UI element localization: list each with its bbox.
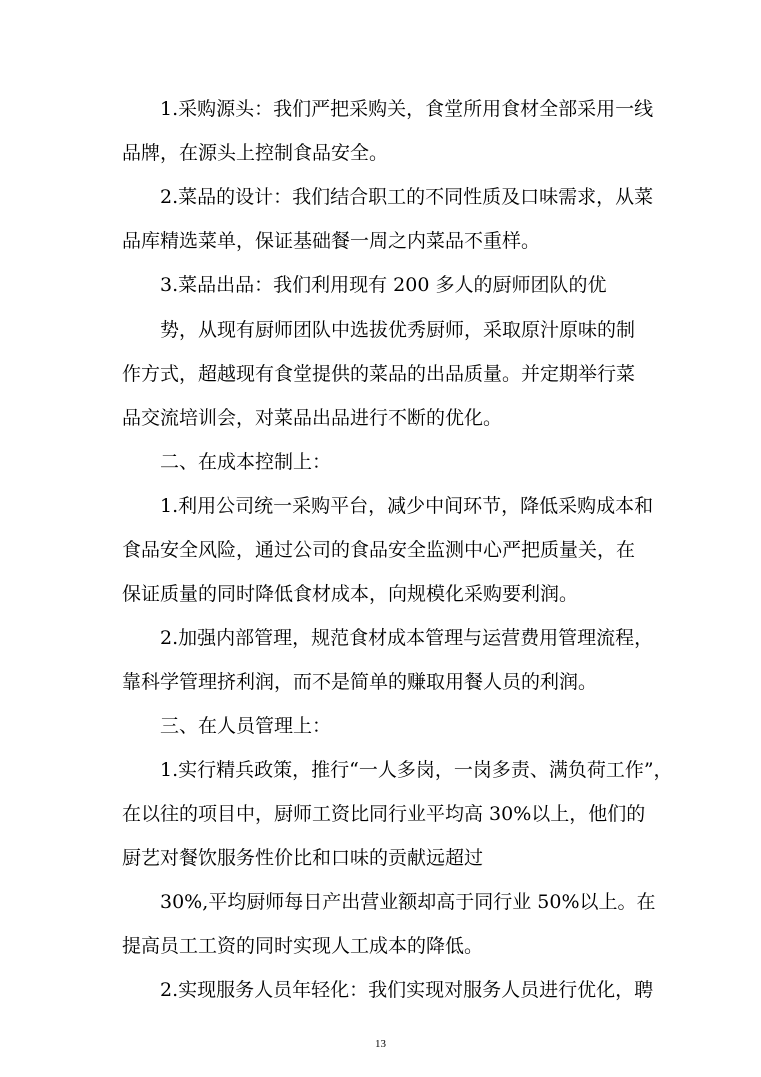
text-line-18: 厨艺对餐饮服务性价比和口味的贡献远超过 bbox=[122, 847, 484, 869]
text-line-21: 2.实现服务人员年轻化：我们实现对服务人员进行优化，聘 bbox=[160, 979, 654, 1001]
text-line-10: 1.利用公司统一采购平台，减少中间环节，降低采购成本和 bbox=[160, 495, 654, 517]
text-line-6: 势，从现有厨师团队中选拔优秀厨师，采取原汁原味的制 bbox=[160, 319, 636, 341]
text-line-14: 靠科学管理挤利润，而不是简单的赚取用餐人员的利润。 bbox=[122, 671, 598, 693]
text-line-1: 1.采购源头：我们严把采购关，食堂所用食材全部采用一线 bbox=[160, 98, 654, 120]
text-line-8: 品交流培训会，对菜品出品进行不断的优化。 bbox=[122, 407, 503, 429]
text-line-11: 食品安全风险，通过公司的食品安全监测中心严把质量关，在 bbox=[122, 539, 636, 561]
section-heading-cost: 二、在成本控制上： bbox=[160, 451, 332, 473]
text-line-5: 3.菜品出品：我们利用现有 200 多人的厨师团队的优 bbox=[160, 274, 607, 296]
text-line-13: 2.加强内部管理，规范食材成本管理与运营费用管理流程， bbox=[160, 627, 654, 649]
text-line-3: 2.菜品的设计：我们结合职工的不同性质及口味需求，从菜 bbox=[160, 186, 654, 208]
text-line-4: 品库精选菜单，保证基础餐一周之内菜品不重样。 bbox=[122, 230, 541, 252]
section-heading-staff: 三、在人员管理上： bbox=[160, 715, 332, 737]
text-line-2: 品牌，在源头上控制食品安全。 bbox=[122, 142, 389, 164]
text-line-16: 1.实行精兵政策，推行“一人多岗，一岗多责、满负荷工作”， bbox=[160, 759, 673, 781]
text-line-17: 在以往的项目中，厨师工资比同行业平均高 30%以上，他们的 bbox=[122, 803, 646, 825]
page-number: 13 bbox=[375, 1038, 386, 1050]
text-line-7: 作方式，超越现有食堂提供的菜品的出品质量。并定期举行菜 bbox=[122, 363, 636, 385]
text-line-12: 保证质量的同时降低食材成本，向规模化采购要利润。 bbox=[122, 583, 579, 605]
text-line-20: 提高员工工资的同时实现人工成本的降低。 bbox=[122, 935, 484, 957]
text-line-19: 30%,平均厨师每日产出营业额却高于同行业 50%以上。在 bbox=[160, 891, 656, 913]
